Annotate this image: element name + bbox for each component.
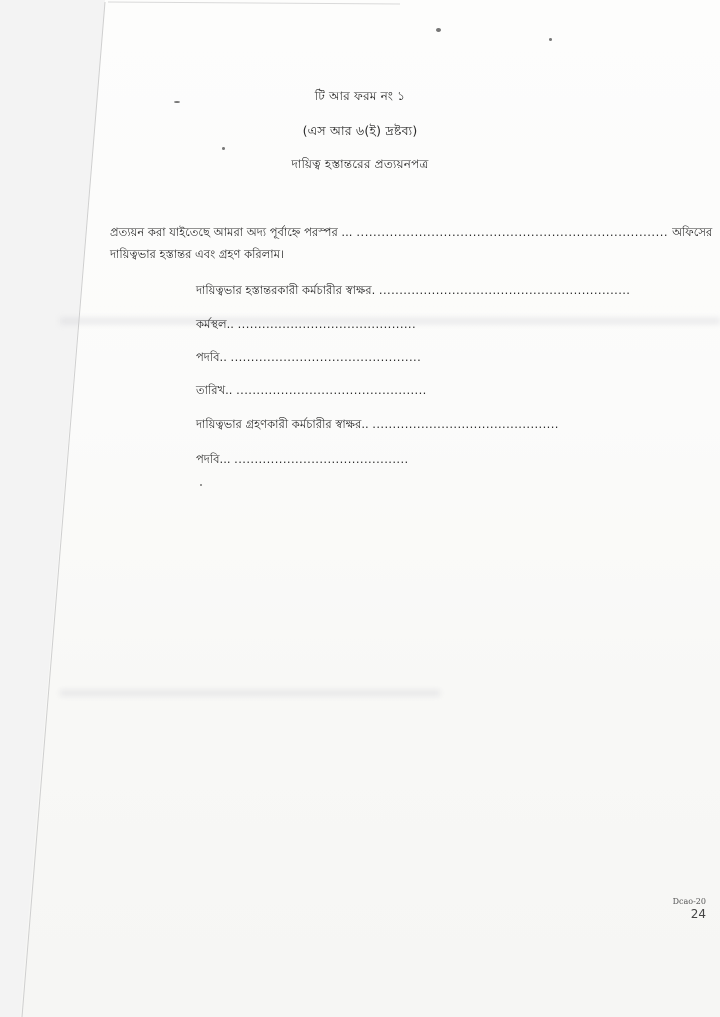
form-title: দায়িত্ব হস্তান্তরের প্রত্যয়নপত্র [291, 157, 429, 171]
scan-speck [222, 147, 225, 150]
receiver-signature-blank: .............................................. [372, 417, 559, 431]
designation-2-label: পদবি... [196, 452, 231, 466]
designation-2-field [196, 451, 409, 470]
page-number: 24 [690, 907, 706, 921]
handover-signature-label: দায়িত্বভার হস্তান্তরকারী কর্মচারীর স্বাক্ষর. [196, 283, 376, 297]
date-label: তারিখ.. [196, 383, 233, 397]
form-reference: (এস আর ৬(ই) দ্রষ্টব্য) [302, 123, 418, 138]
office-name-blank: ........................................................................... [356, 225, 669, 239]
workplace-blank: ............................................ [237, 317, 417, 331]
form-number: টি আর ফরম নং ১ [314, 89, 406, 103]
workplace-field [196, 316, 416, 335]
handover-signature-field [196, 282, 630, 301]
scan-smudge [60, 690, 440, 696]
date-blank: ............................................... [236, 383, 427, 397]
scan-speck [200, 484, 202, 486]
date-field [196, 382, 427, 401]
certificate-line-2: দায়িত্বভার হস্তান্তর এবং গ্রহণ করিলাম। [110, 247, 285, 261]
document-code: Dcao-20 [672, 897, 706, 906]
designation-label: পদবি.. [196, 350, 227, 364]
handover-signature-blank: .............................................................. [378, 283, 631, 297]
designation-2-blank: ........................................... [234, 452, 409, 466]
receiver-signature-field [196, 416, 559, 435]
workplace-label: কর্মস্থল.. [196, 317, 234, 331]
certificate-suffix: অফিসের [672, 225, 713, 239]
designation-blank: ............................................... [230, 350, 422, 364]
receiver-signature-label: দায়িত্বভার গ্রহণকারী কর্মচারীর স্বাক্ষর.. [196, 417, 369, 431]
designation-field [196, 349, 421, 368]
certificate-prefix: প্রত্যয়ন করা যাইতেছে আমরা অদ্য পূর্বাহ্নে পরস্পর ... [110, 225, 353, 239]
scan-speck [436, 28, 441, 32]
scan-speck [549, 38, 552, 41]
certificate-line-1 [110, 221, 713, 243]
